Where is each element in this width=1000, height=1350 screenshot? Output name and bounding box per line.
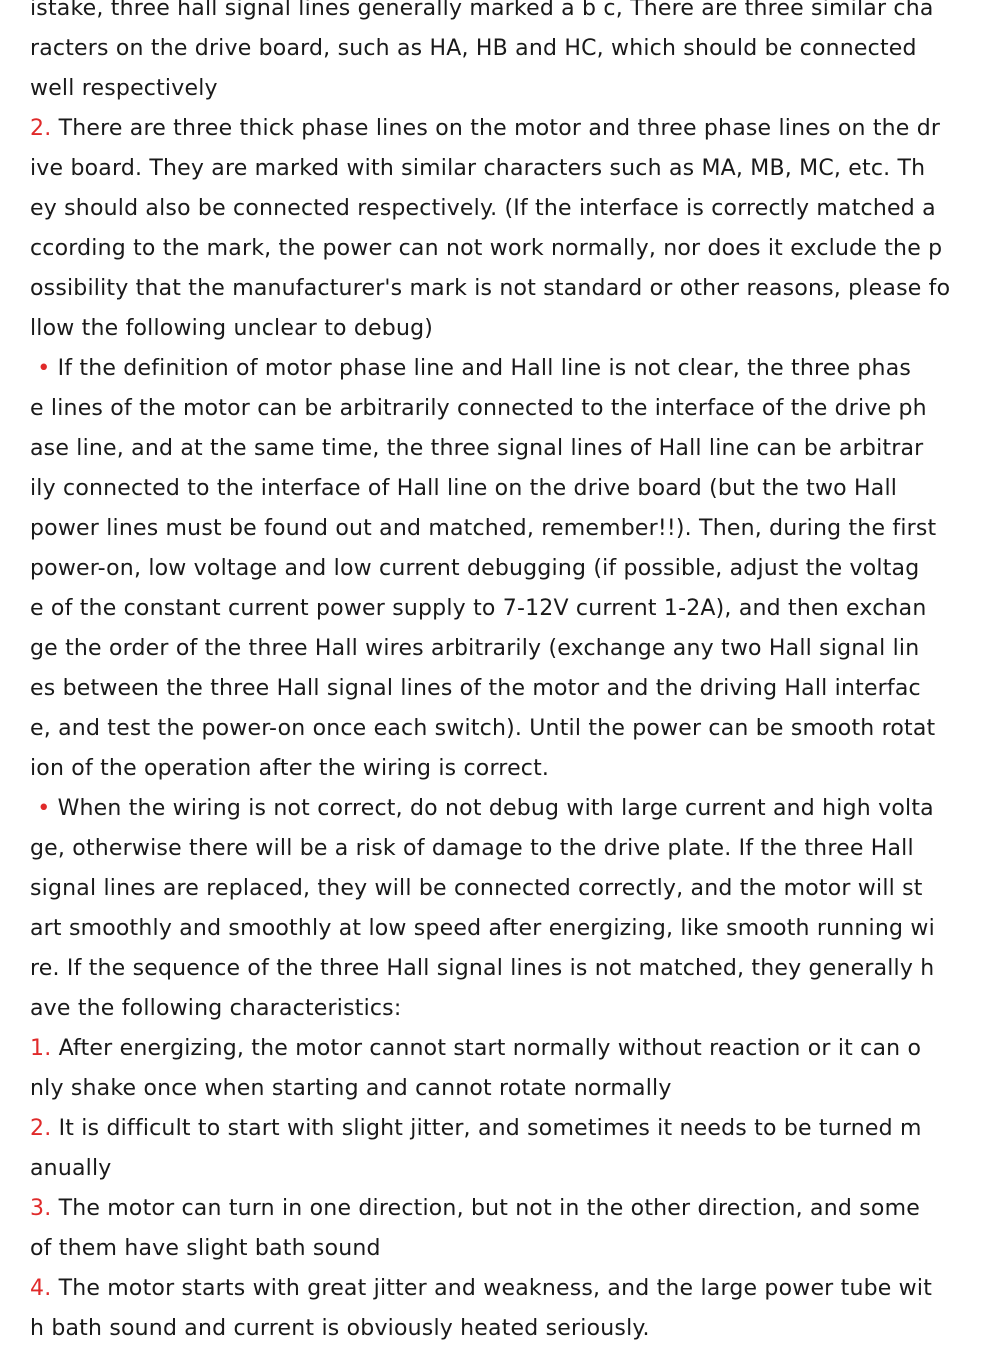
text-line — [30, 909, 988, 949]
line-text: There are three thick phase lines on the motor and three phase lines on the dr — [51, 116, 941, 141]
text-line — [30, 1189, 988, 1229]
list-number: 4. — [30, 1276, 52, 1301]
text-line — [30, 709, 988, 749]
line-text: e of the constant current power supply to 7-12V current 1-2A), and then exchan — [30, 596, 927, 621]
line-text: power-on, low voltage and low current debugging (if possible, adjust the voltag — [30, 556, 920, 581]
text-line — [30, 589, 988, 629]
line-text: ave the following characteristics: — [30, 996, 402, 1021]
text-line — [30, 309, 988, 349]
list-number: 2. — [30, 1116, 52, 1141]
text-line — [30, 269, 988, 309]
line-text: ge, otherwise there will be a risk of damage to the drive plate. If the three Hall — [30, 836, 914, 861]
text-line — [30, 29, 988, 69]
line-text: The motor can turn in one direction, but not in the other direction, and some — [51, 1196, 920, 1221]
text-line — [30, 0, 988, 29]
line-text: e, and test the power-on once each switch). Until the power can be smooth rotat — [30, 716, 936, 741]
text-line — [30, 1309, 988, 1349]
text-line — [30, 549, 988, 589]
text-line — [30, 429, 988, 469]
text-line — [30, 1269, 988, 1309]
text-line — [30, 69, 988, 109]
text-line — [30, 149, 988, 189]
text-line — [30, 829, 988, 869]
line-text: power lines must be found out and matched, remember!!). Then, during the first — [30, 516, 937, 541]
bullet-icon: • — [30, 796, 51, 821]
text-line — [30, 789, 988, 829]
line-text: signal lines are replaced, they will be connected correctly, and the motor will st — [30, 876, 923, 901]
line-text: It is difficult to start with slight jitter, and sometimes it needs to be turned m — [51, 1116, 922, 1141]
line-text: e lines of the motor can be arbitrarily connected to the interface of the drive ph — [30, 396, 927, 421]
line-text: nly shake once when starting and cannot rotate normally — [30, 1076, 672, 1101]
line-text: ion of the operation after the wiring is correct. — [30, 756, 550, 781]
line-text: es between the three Hall signal lines of the motor and the driving Hall interfac — [30, 676, 921, 701]
text-line — [30, 1069, 988, 1109]
text-line — [30, 629, 988, 669]
line-text: ily connected to the interface of Hall line on the drive board (but the two Hall — [30, 476, 898, 501]
line-text: racters on the drive board, such as HA, HB and HC, which should be connected — [30, 36, 917, 61]
line-text: ccording to the mark, the power can not work normally, nor does it exclude the p — [30, 236, 943, 261]
list-number: 3. — [30, 1196, 52, 1221]
list-number: 2. — [30, 116, 52, 141]
text-line — [30, 509, 988, 549]
line-text: When the wiring is not correct, do not debug with large current and high volta — [50, 796, 934, 821]
line-text: ey should also be connected respectively. (If the interface is correctly matched a — [30, 196, 936, 221]
line-text: After energizing, the motor cannot start normally without reaction or it can o — [51, 1036, 922, 1061]
line-text: re. If the sequence of the three Hall signal lines is not matched, they generally h — [30, 956, 935, 981]
line-text: well respectively — [30, 76, 218, 101]
text-line — [30, 989, 988, 1029]
text-line — [30, 749, 988, 789]
line-text: ge the order of the three Hall wires arbitrarily (exchange any two Hall signal lin — [30, 636, 920, 661]
line-text: If the definition of motor phase line and Hall line is not clear, the three phas — [50, 356, 912, 381]
text-line — [30, 869, 988, 909]
text-line — [30, 1149, 988, 1189]
text-line — [30, 389, 988, 429]
line-text: anually — [30, 1156, 112, 1181]
line-text: llow the following unclear to debug) — [30, 316, 434, 341]
line-text: ossibility that the manufacturer's mark is not standard or other reasons, please fo — [30, 276, 951, 301]
line-text: of them have slight bath sound — [30, 1236, 381, 1261]
text-line — [30, 1029, 988, 1069]
line-text: h bath sound and current is obviously heated seriously. — [30, 1316, 650, 1341]
text-line — [30, 1229, 988, 1269]
line-text: The motor starts with great jitter and weakness, and the large power tube wit — [51, 1276, 933, 1301]
document-body — [30, 0, 988, 1349]
line-text: ive board. They are marked with similar characters such as MA, MB, MC, etc. Th — [30, 156, 926, 181]
text-line — [30, 469, 988, 509]
line-text: ase line, and at the same time, the three signal lines of Hall line can be arbitrar — [30, 436, 924, 461]
line-text: art smoothly and smoothly at low speed after energizing, like smooth running wi — [30, 916, 935, 941]
text-line — [30, 949, 988, 989]
bullet-icon: • — [30, 356, 51, 381]
text-line — [30, 349, 988, 389]
text-line — [30, 189, 988, 229]
list-number: 1. — [30, 1036, 52, 1061]
line-text: istake, three hall signal lines generally marked a b c, There are three similar cha — [30, 0, 934, 21]
text-line — [30, 1109, 988, 1149]
text-line — [30, 109, 988, 149]
text-line — [30, 229, 988, 269]
text-line — [30, 669, 988, 709]
